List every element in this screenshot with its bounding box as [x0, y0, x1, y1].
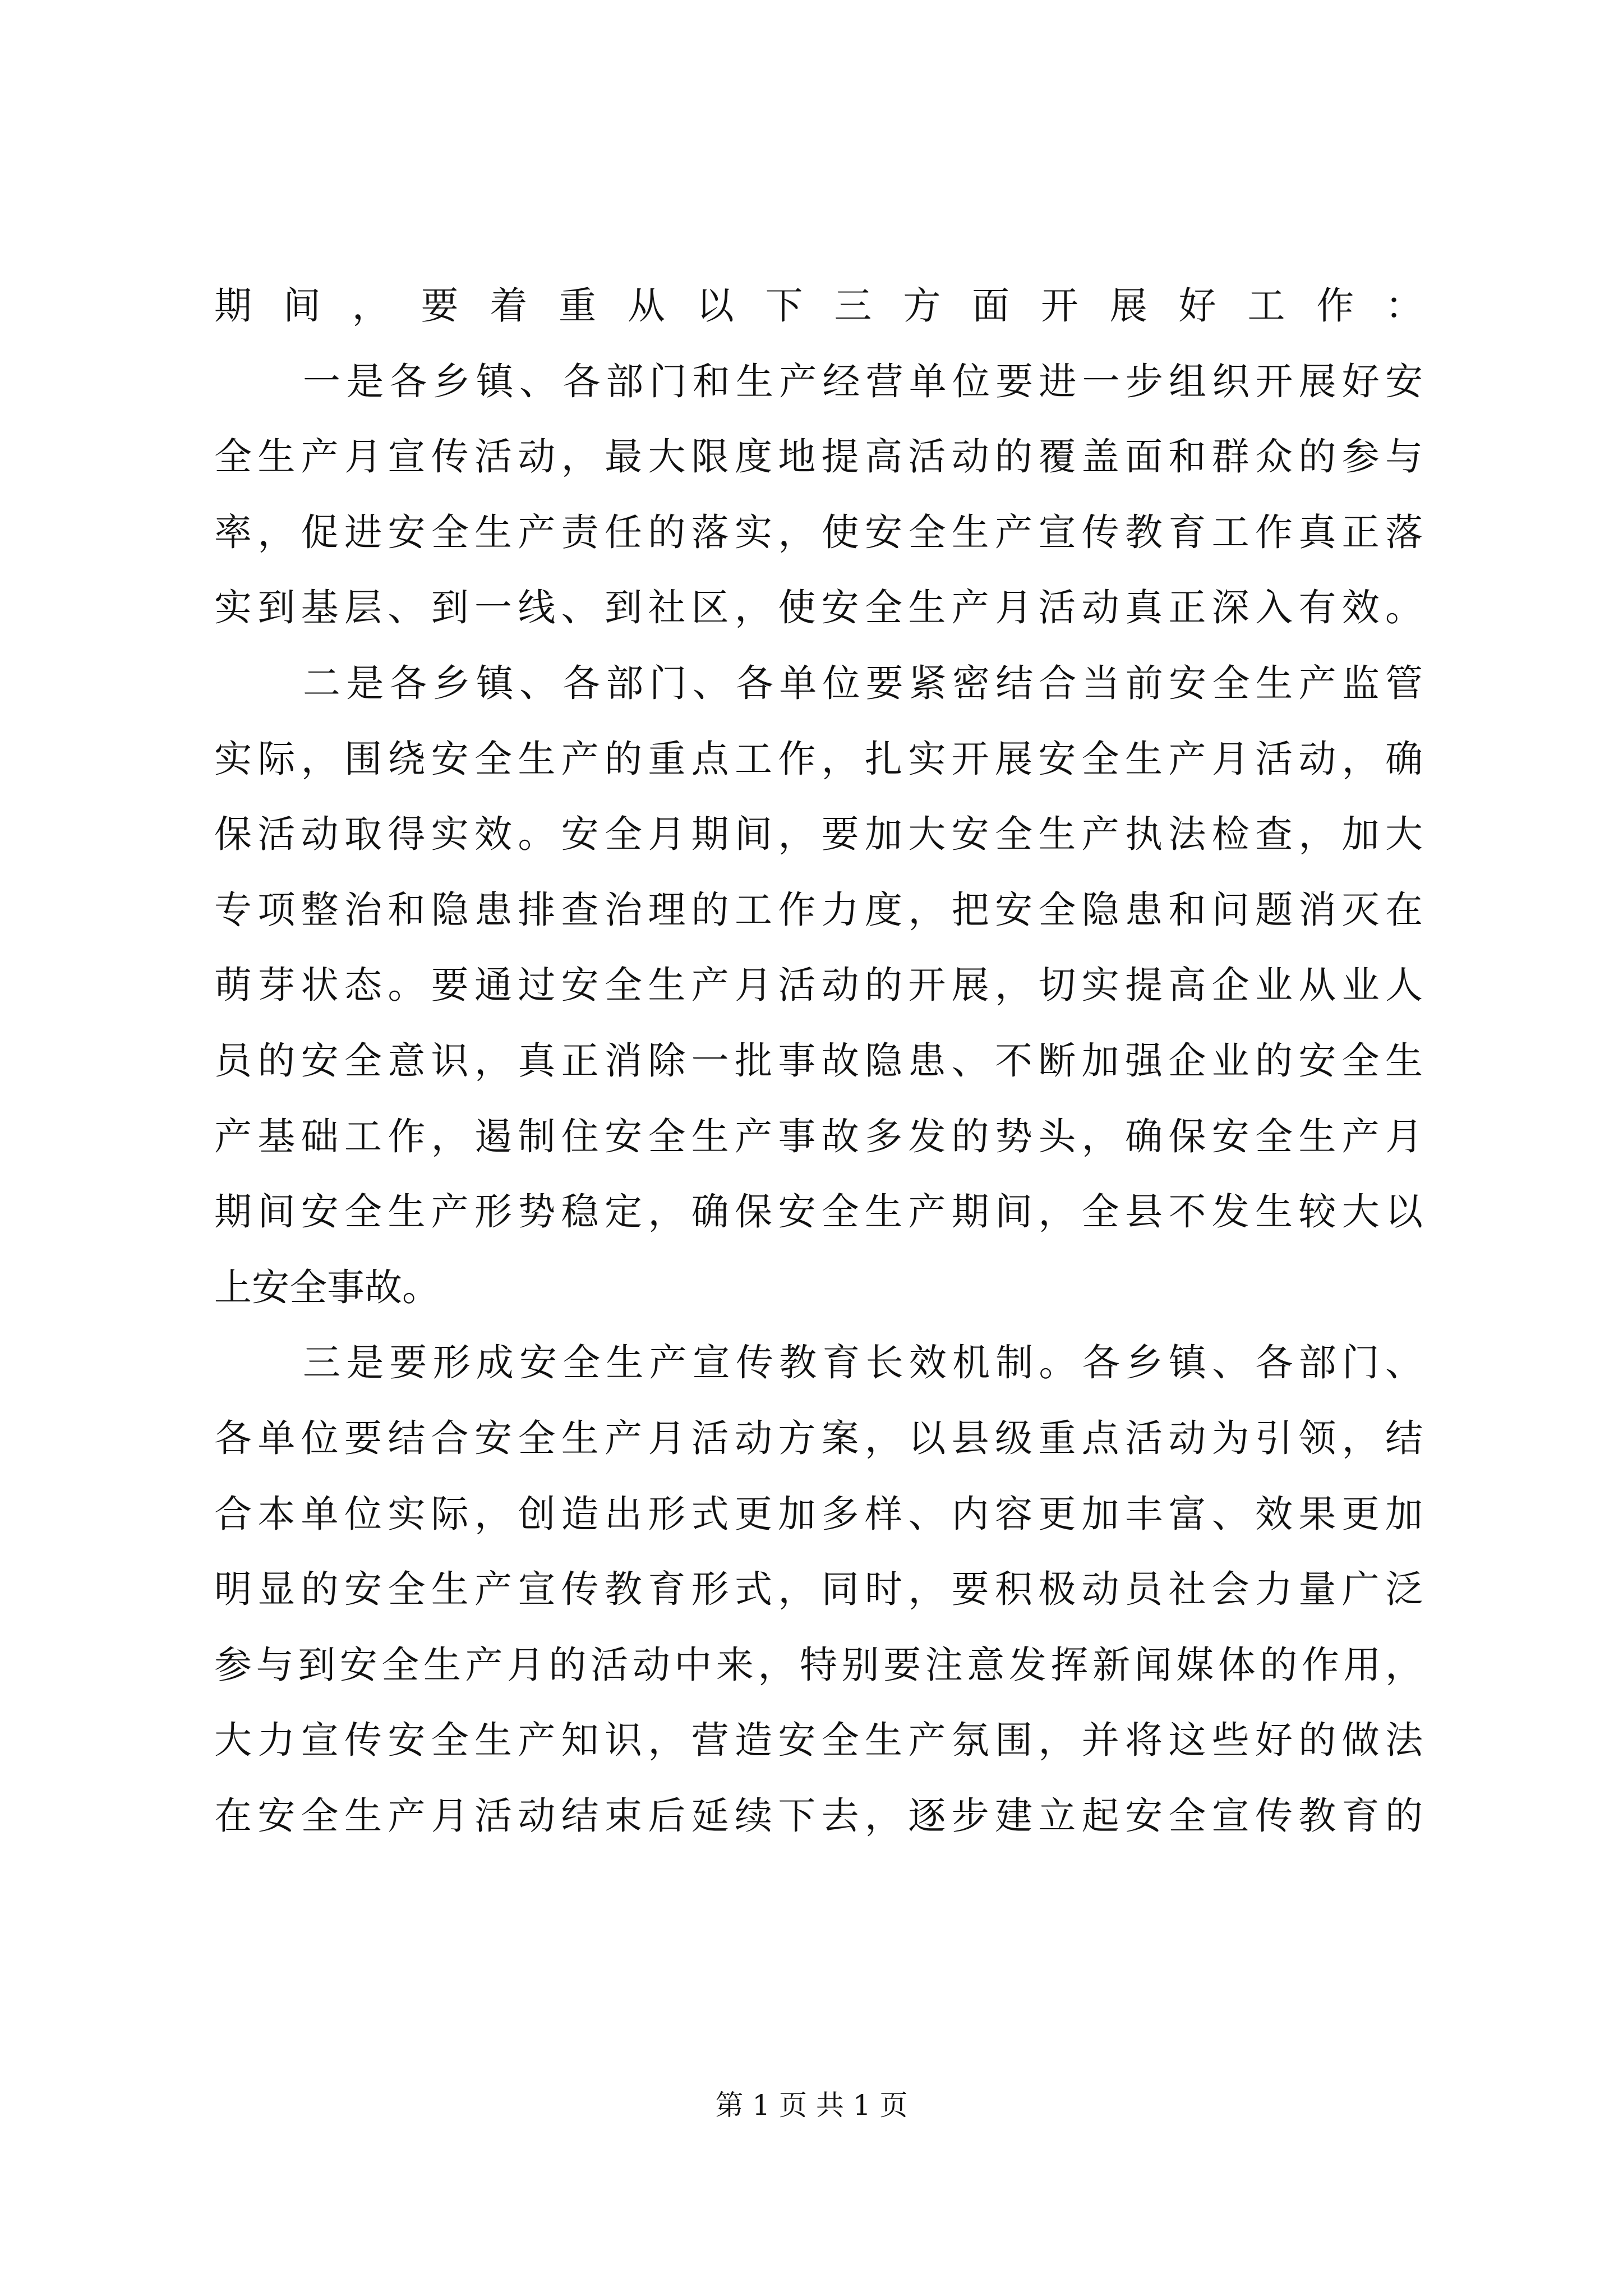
text-line: 专项整治和隐患排查治理的工作力度，把安全隐患和问题消灭在	[214, 887, 1423, 932]
body-text	[214, 268, 1423, 1853]
text-line: 率，促进安全生产责任的落实，使安全生产宣传教育工作真正落	[214, 510, 1423, 554]
text-line: 明显的安全生产宣传教育形式，同时，要积极动员社会力量广泛	[214, 1567, 1423, 1612]
text-line: 上安全事故。	[214, 1265, 440, 1309]
text-line: 全生产月宣传活动，最大限度地提高活动的覆盖面和群众的参与	[214, 435, 1423, 479]
text-line: 保活动取得实效。安全月期间，要加大安全生产执法检查，加大	[214, 812, 1423, 857]
text-line: 萌芽状态。要通过安全生产月活动的开展，切实提高企业从业人	[214, 963, 1423, 1007]
text-line: 在安全生产月活动结束后延续下去，逐步建立起安全宣传教育的	[214, 1793, 1423, 1838]
text-line: 期间安全生产形势稳定，确保安全生产期间，全县不发生较大以	[214, 1190, 1423, 1234]
text-line: 期间，要着重从以下三方面开展好工作：	[214, 284, 1423, 328]
page-footer: 第 1 页 共 1 页	[715, 2089, 908, 2122]
paragraph-1-line: 一是各乡镇、各部门和生产经营单位要进一步组织开展好安	[303, 359, 1423, 403]
text-line: 实到基层、到一线、到社区，使安全生产月活动真正深入有效。	[214, 586, 1423, 630]
text-line: 参与到安全生产月的活动中来，特别要注意发挥新闻媒体的作用，	[214, 1642, 1423, 1687]
text-line: 各单位要结合安全生产月活动方案，以县级重点活动为引领，结	[214, 1416, 1423, 1460]
paragraph-3-line: 三是要形成安全生产宣传教育长效机制。各乡镇、各部门、	[303, 1341, 1423, 1385]
text-line: 实际，围绕安全生产的重点工作，扎实开展安全生产月活动，确	[214, 737, 1423, 781]
paragraph-2-line: 二是各乡镇、各部门、各单位要紧密结合当前安全生产监管	[303, 661, 1423, 705]
text-line: 产基础工作，遏制住安全生产事故多发的势头，确保安全生产月	[214, 1114, 1423, 1158]
text-line: 合本单位实际，创造出形式更加多样、内容更加丰富、效果更加	[214, 1492, 1423, 1536]
text-line: 员的安全意识，真正消除一批事故隐患、不断加强企业的安全生	[214, 1038, 1423, 1083]
text-line: 大力宣传安全生产知识，营造安全生产氛围，并将这些好的做法	[214, 1718, 1423, 1763]
